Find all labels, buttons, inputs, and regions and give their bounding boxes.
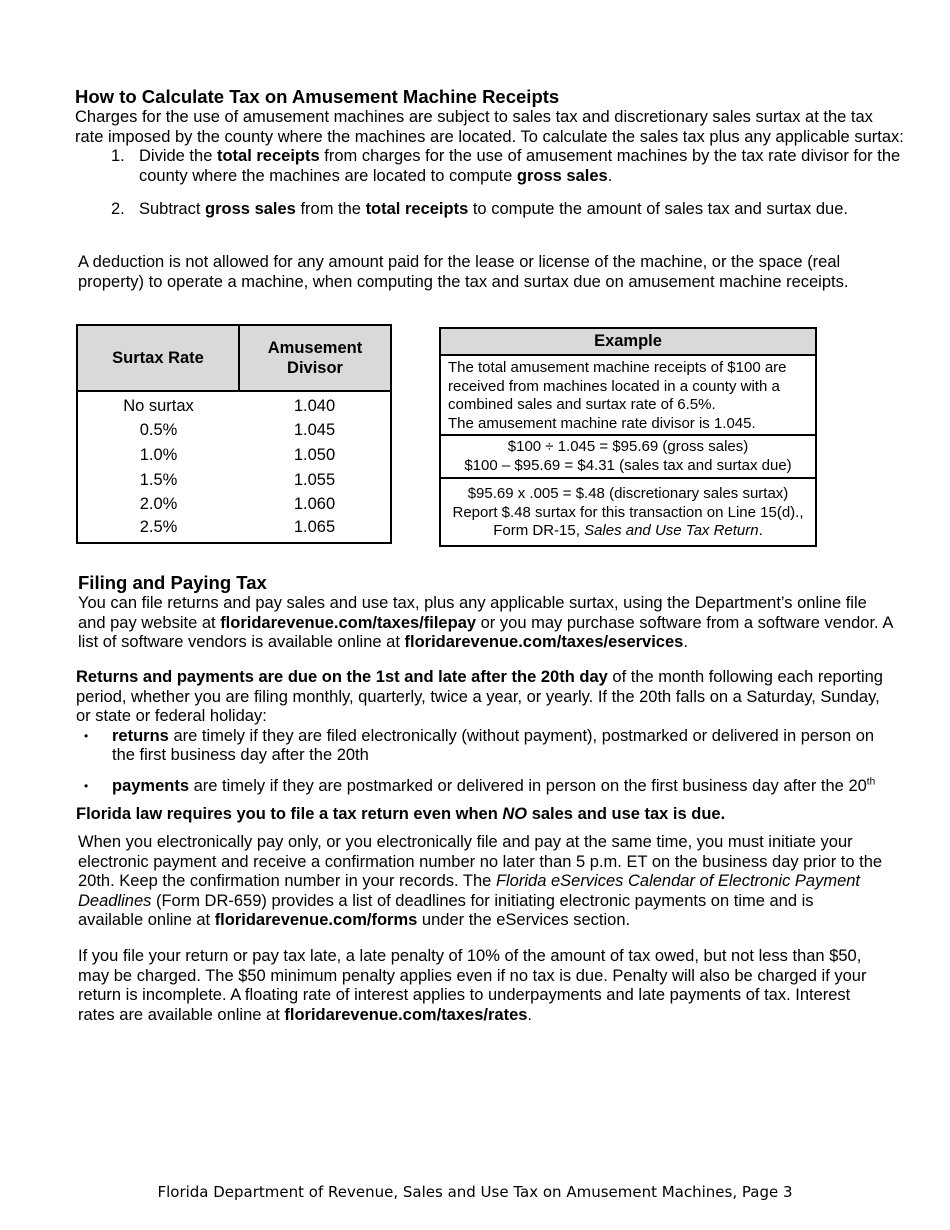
- due-dates-para: Returns and payments are due on the 1st and late after the 20th day of the month following each reporting period, whether you are filing monthly, quarterly, twice a year, or yearly. If the 20th falls on a Saturday, Sunday, or state or federal holiday:: [76, 668, 883, 725]
- surtax-rate-table: [76, 324, 392, 544]
- example-title: Example: [441, 329, 815, 356]
- rates-link: floridarevenue.com/taxes/rates: [284, 1005, 528, 1024]
- rate-rows: [77, 391, 391, 543]
- table-row: 0.5% 1.045: [139, 420, 336, 439]
- calc-title: How to Calculate Tax on Amusement Machine Receipts: [75, 86, 560, 107]
- law-requirement: Florida law requires you to file a tax return even when NO sales and use tax is due.: [76, 805, 726, 823]
- example-surtax: $95.69 x .005 = $.48 (discretionary sales surtax) Report $.48 surtax for this transaction on Line 15(d)., Form DR-15, Sales and Use Tax Return.: [452, 485, 804, 539]
- due-dates-section: [76, 668, 896, 825]
- eservices-link: floridarevenue.com/taxes/eservices: [404, 633, 684, 651]
- table-row: 2.0% 1.060: [139, 495, 336, 514]
- calc-intro: Charges for the use of amusement machines are subject to sales tax and discretionary sales surtax at the tax rate imposed by the county where the machines are located. To calculate the sales tax plus any applicable surtax:: [75, 108, 904, 146]
- col-amusement-divisor: Amusement Divisor: [239, 325, 391, 391]
- col-surtax-rate: Surtax Rate: [77, 325, 239, 391]
- table-row: No surtax 1.040: [123, 396, 336, 415]
- due-dates-list: [76, 727, 896, 797]
- filepay-link: floridarevenue.com/taxes/filepay: [220, 613, 477, 632]
- filing-section: [78, 572, 893, 653]
- page-footer: Florida Department of Revenue, Sales and Use Tax on Amusement Machines, Page 3: [157, 1183, 793, 1201]
- example-box: [439, 327, 817, 547]
- example-scenario: The total amusement machine receipts of $100 are received from machines located in a county with a combined sales and surtax rate of 6.5%. The amusement machine rate divisor is 1.045.: [441, 356, 815, 436]
- example-calculation: $100 ÷ 1.045 = $95.69 (gross sales) $100 – $95.69 = $4.31 (sales tax and surtax due): [441, 436, 815, 479]
- calc-steps: [75, 147, 905, 220]
- step-1: 1. Divide the total receipts from charges for the use of amusement machines by the tax rate divisor for the county where the machines are located to compute gross sales.: [111, 147, 901, 185]
- table-row: 2.5% 1.065: [139, 517, 336, 536]
- forms-link: floridarevenue.com/forms: [214, 911, 418, 929]
- deduction-note: A deduction is not allowed for any amount paid for the lease or license of the machine, or the space (real property) to operate a machine, when computing the tax and surtax due on amusement machine receipts.: [78, 253, 849, 291]
- step-2: 2. Subtract gross sales from the total receipts to compute the amount of sales tax and surtax due.: [111, 200, 848, 218]
- calc-section: [75, 86, 905, 220]
- table-row: 1.0% 1.050: [139, 446, 336, 465]
- filing-title: Filing and Paying Tax: [78, 572, 267, 593]
- electronic-payment-para: When you electronically pay only, or you electronically file and pay at the same time, you must initiate your electronic payment and receive a confirmation number no later than 5 p.m. ET on the business day prior to the 20th. Keep the confirmation number in your records. The Florida eServices Calendar of Electronic Payment Deadlines (Form DR-659) provides a list of deadlines for initiating electronic payments on time and is available online at floridarevenue.com/forms under the eServices section.: [78, 833, 883, 929]
- list-item: • returns are timely if they are filed electronically (without payment), postmarked or delivered in person on the first business day after the 20th: [84, 726, 875, 764]
- list-item: • payments are timely if they are postmarked or delivered in person on the first business day after the 20th: [84, 776, 876, 795]
- filing-para-1: You can file returns and pay sales and use tax, plus any applicable surtax, using the Department’s online file and pay website at floridarevenue.com/taxes/filepay or you may purchase software from a software vendor. A list of software vendors is available online at floridarevenue.com/taxes/eservices.: [78, 594, 893, 651]
- late-penalty-para: If you file your return or pay tax late, a late penalty of 10% of the amount of tax owed, but not less than $50, may be charged. The $50 minimum penalty applies even if no tax is due. Penalty will also be charged if your return is incomplete. A floating rate of interest applies to underpayments and late payments of tax. Interest rates are available online at floridarevenue.com/taxes/rates.: [78, 947, 867, 1024]
- table-row: 1.5% 1.055: [139, 471, 336, 490]
